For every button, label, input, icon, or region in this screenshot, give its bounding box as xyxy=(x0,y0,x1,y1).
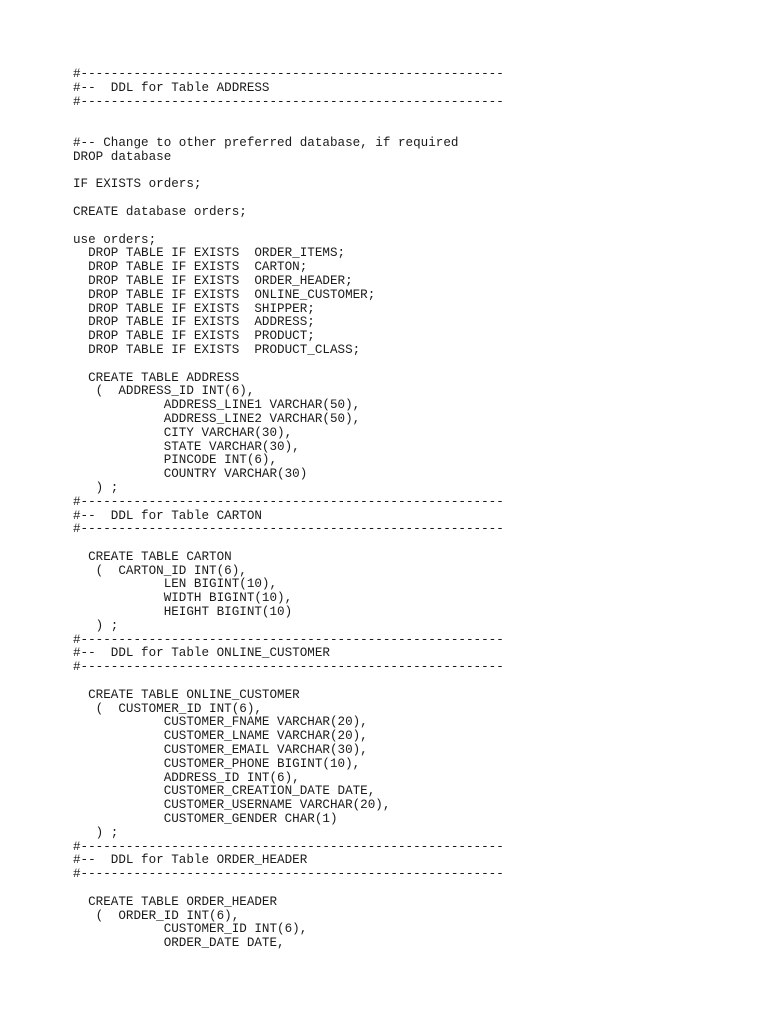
code-line: DROP database xyxy=(73,149,172,164)
code-line: DROP TABLE IF EXISTS ONLINE_CUSTOMER; xyxy=(73,287,376,302)
code-line: CUSTOMER_LNAME VARCHAR(20), xyxy=(73,729,368,744)
code-line: #-------------------------------------------------------- xyxy=(73,522,504,537)
code-line: #-------------------------------------------------------- xyxy=(73,660,504,675)
code-line: ( CUSTOMER_ID INT(6), xyxy=(73,701,262,716)
code-line: CUSTOMER_GENDER CHAR(1) xyxy=(73,812,338,827)
code-line: DROP TABLE IF EXISTS SHIPPER; xyxy=(73,301,315,316)
code-line: ) ; xyxy=(73,618,119,633)
code-line: CUSTOMER_EMAIL VARCHAR(30), xyxy=(73,743,368,758)
code-line xyxy=(73,109,753,123)
code-line: use orders; xyxy=(73,232,157,247)
code-line: LEN BIGINT(10), xyxy=(73,577,278,592)
code-line: #-------------------------------------------------------- xyxy=(73,867,504,882)
sql-document xyxy=(73,68,753,951)
code-line: CUSTOMER_CREATION_DATE DATE, xyxy=(73,784,376,799)
code-line xyxy=(73,675,753,689)
code-line: COUNTRY VARCHAR(30) xyxy=(73,467,308,482)
code-line: CUSTOMER_ID INT(6), xyxy=(73,922,308,937)
code-line: CITY VARCHAR(30), xyxy=(73,425,293,440)
code-line: ADDRESS_ID INT(6), xyxy=(73,770,300,785)
code-line: HEIGHT BIGINT(10) xyxy=(73,605,293,620)
code-line xyxy=(73,882,753,896)
code-line: #-------------------------------------------------------- xyxy=(73,839,504,854)
code-line: #-- DDL for Table CARTON xyxy=(73,508,262,523)
code-line: CUSTOMER_PHONE BIGINT(10), xyxy=(73,756,361,771)
code-line: #-------------------------------------------------------- xyxy=(73,94,504,109)
code-line: ( CARTON_ID INT(6), xyxy=(73,563,247,578)
code-line: DROP TABLE IF EXISTS ORDER_ITEMS; xyxy=(73,246,346,261)
code-line: ( ADDRESS_ID INT(6), xyxy=(73,384,255,399)
code-line: IF EXISTS orders; xyxy=(73,177,202,192)
code-line: ADDRESS_LINE1 VARCHAR(50), xyxy=(73,398,361,413)
code-line: #-------------------------------------------------------- xyxy=(73,632,504,647)
code-line: CREATE TABLE ORDER_HEADER xyxy=(73,894,278,909)
code-line: CUSTOMER_FNAME VARCHAR(20), xyxy=(73,715,368,730)
code-line xyxy=(73,358,753,372)
code-line: DROP TABLE IF EXISTS ORDER_HEADER; xyxy=(73,273,353,288)
code-line: CREATE database orders; xyxy=(73,204,247,219)
code-line: CREATE TABLE ADDRESS xyxy=(73,370,240,385)
code-line: ) ; xyxy=(73,480,119,495)
code-line: CREATE TABLE ONLINE_CUSTOMER xyxy=(73,687,300,702)
code-line: CREATE TABLE CARTON xyxy=(73,549,232,564)
code-line xyxy=(73,123,753,137)
code-line: #-- DDL for Table ORDER_HEADER xyxy=(73,853,308,868)
code-line: DROP TABLE IF EXISTS ADDRESS; xyxy=(73,315,315,330)
code-line xyxy=(73,192,753,206)
code-line: #-------------------------------------------------------- xyxy=(73,494,504,509)
code-line xyxy=(73,537,753,551)
code-line: WIDTH BIGINT(10), xyxy=(73,591,293,606)
code-line: DROP TABLE IF EXISTS CARTON; xyxy=(73,260,308,275)
code-line: ) ; xyxy=(73,825,119,840)
code-line: ( ORDER_ID INT(6), xyxy=(73,908,240,923)
code-line: PINCODE INT(6), xyxy=(73,453,278,468)
code-line: DROP TABLE IF EXISTS PRODUCT; xyxy=(73,329,315,344)
code-line xyxy=(73,165,753,179)
code-line: #-- Change to other preferred database, if required xyxy=(73,135,459,150)
code-line: #-- DDL for Table ADDRESS xyxy=(73,80,270,95)
code-line: #-------------------------------------------------------- xyxy=(73,67,504,81)
code-line: ADDRESS_LINE2 VARCHAR(50), xyxy=(73,411,361,426)
code-line xyxy=(73,220,753,234)
code-line: CUSTOMER_USERNAME VARCHAR(20), xyxy=(73,798,391,813)
code-line: STATE VARCHAR(30), xyxy=(73,439,300,454)
code-line: DROP TABLE IF EXISTS PRODUCT_CLASS; xyxy=(73,342,361,357)
code-line: #-- DDL for Table ONLINE_CUSTOMER xyxy=(73,646,330,661)
code-line: ORDER_DATE DATE, xyxy=(73,936,285,951)
